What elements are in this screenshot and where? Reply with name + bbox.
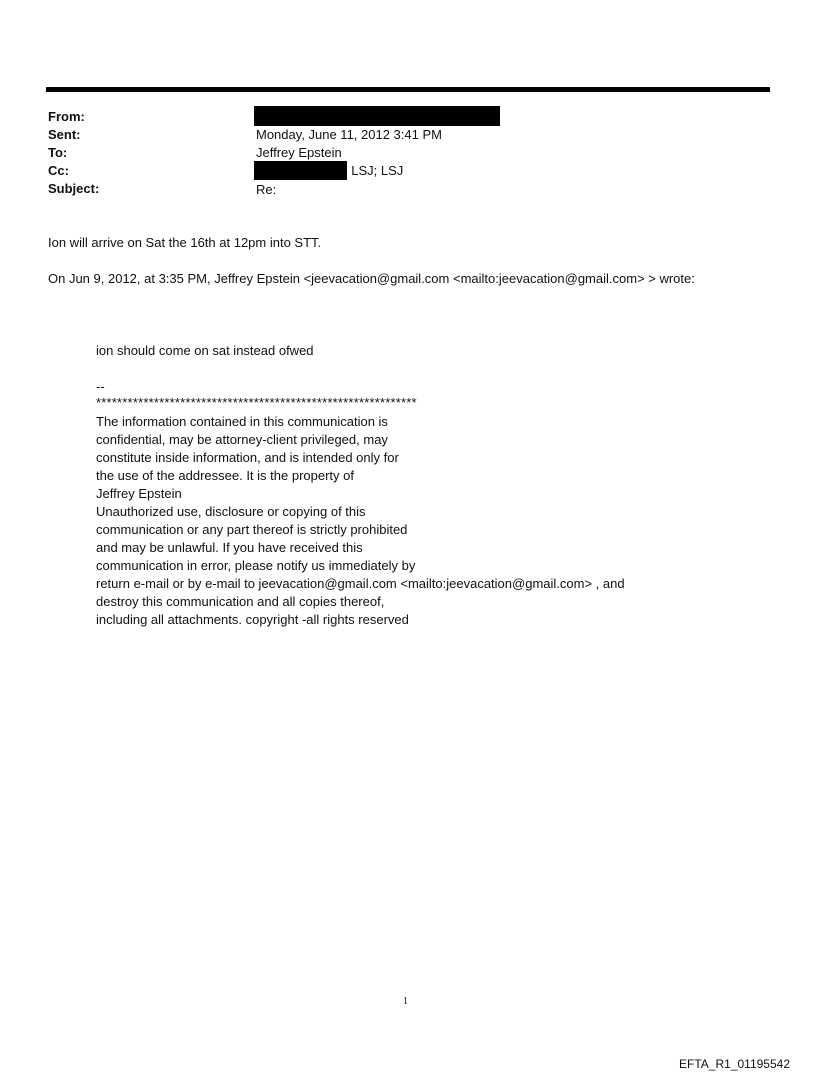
document-id: EFTA_R1_01195542 xyxy=(679,1057,790,1071)
disclaimer-line: and may be unlawful. If you have received this xyxy=(96,540,363,555)
cc-label: Cc: xyxy=(48,163,69,178)
cc-redaction xyxy=(254,161,347,180)
disclaimer-line: Jeffrey Epstein xyxy=(96,486,182,501)
signature-dashes: -- xyxy=(96,379,105,394)
disclaimer-line: Unauthorized use, disclosure or copying of this xyxy=(96,504,366,519)
to-label: To: xyxy=(48,145,68,160)
reply-line: Ion will arrive on Sat the 16th at 12pm into STT. xyxy=(48,235,322,250)
to-value: Jeffrey Epstein xyxy=(256,145,342,160)
disclaimer-line: return e-mail or by e-mail to jeevacation@gmail.com <mailto:jeevacation@gmail.com> , and xyxy=(96,576,625,591)
sent-value: Monday, June 11, 2012 3:41 PM xyxy=(256,127,442,142)
subject-value: Re: xyxy=(256,182,277,197)
signature-stars: ************************************************************* xyxy=(96,395,417,410)
page-number: 1 xyxy=(403,996,408,1007)
from-label: From: xyxy=(48,109,85,124)
disclaimer-line: constitute inside information, and is intended only for xyxy=(96,450,399,465)
disclaimer-line: including all attachments. copyright -all rights reserved xyxy=(96,612,409,627)
sent-label: Sent: xyxy=(48,127,81,142)
quote-header: On Jun 9, 2012, at 3:35 PM, Jeffrey Epstein <jeevacation@gmail.com <mailto:jeevacation@gmail.com> > wrote: xyxy=(48,271,695,286)
quoted-message: ion should come on sat instead ofwed xyxy=(96,343,314,358)
disclaimer-line: communication or any part thereof is strictly prohibited xyxy=(96,522,408,537)
subject-label: Subject: xyxy=(48,181,100,196)
disclaimer-line: the use of the addressee. It is the property of xyxy=(96,468,354,483)
disclaimer-line: The information contained in this communication is xyxy=(96,414,388,429)
disclaimer-line: confidential, may be attorney-client privileged, may xyxy=(96,432,388,447)
disclaimer-line: communication in error, please notify us immediately by xyxy=(96,558,416,573)
header-rule xyxy=(46,87,770,92)
cc-value: ; LSJ; LSJ xyxy=(344,163,404,178)
from-redaction xyxy=(254,106,500,126)
disclaimer-line: destroy this communication and all copies thereof, xyxy=(96,594,385,609)
